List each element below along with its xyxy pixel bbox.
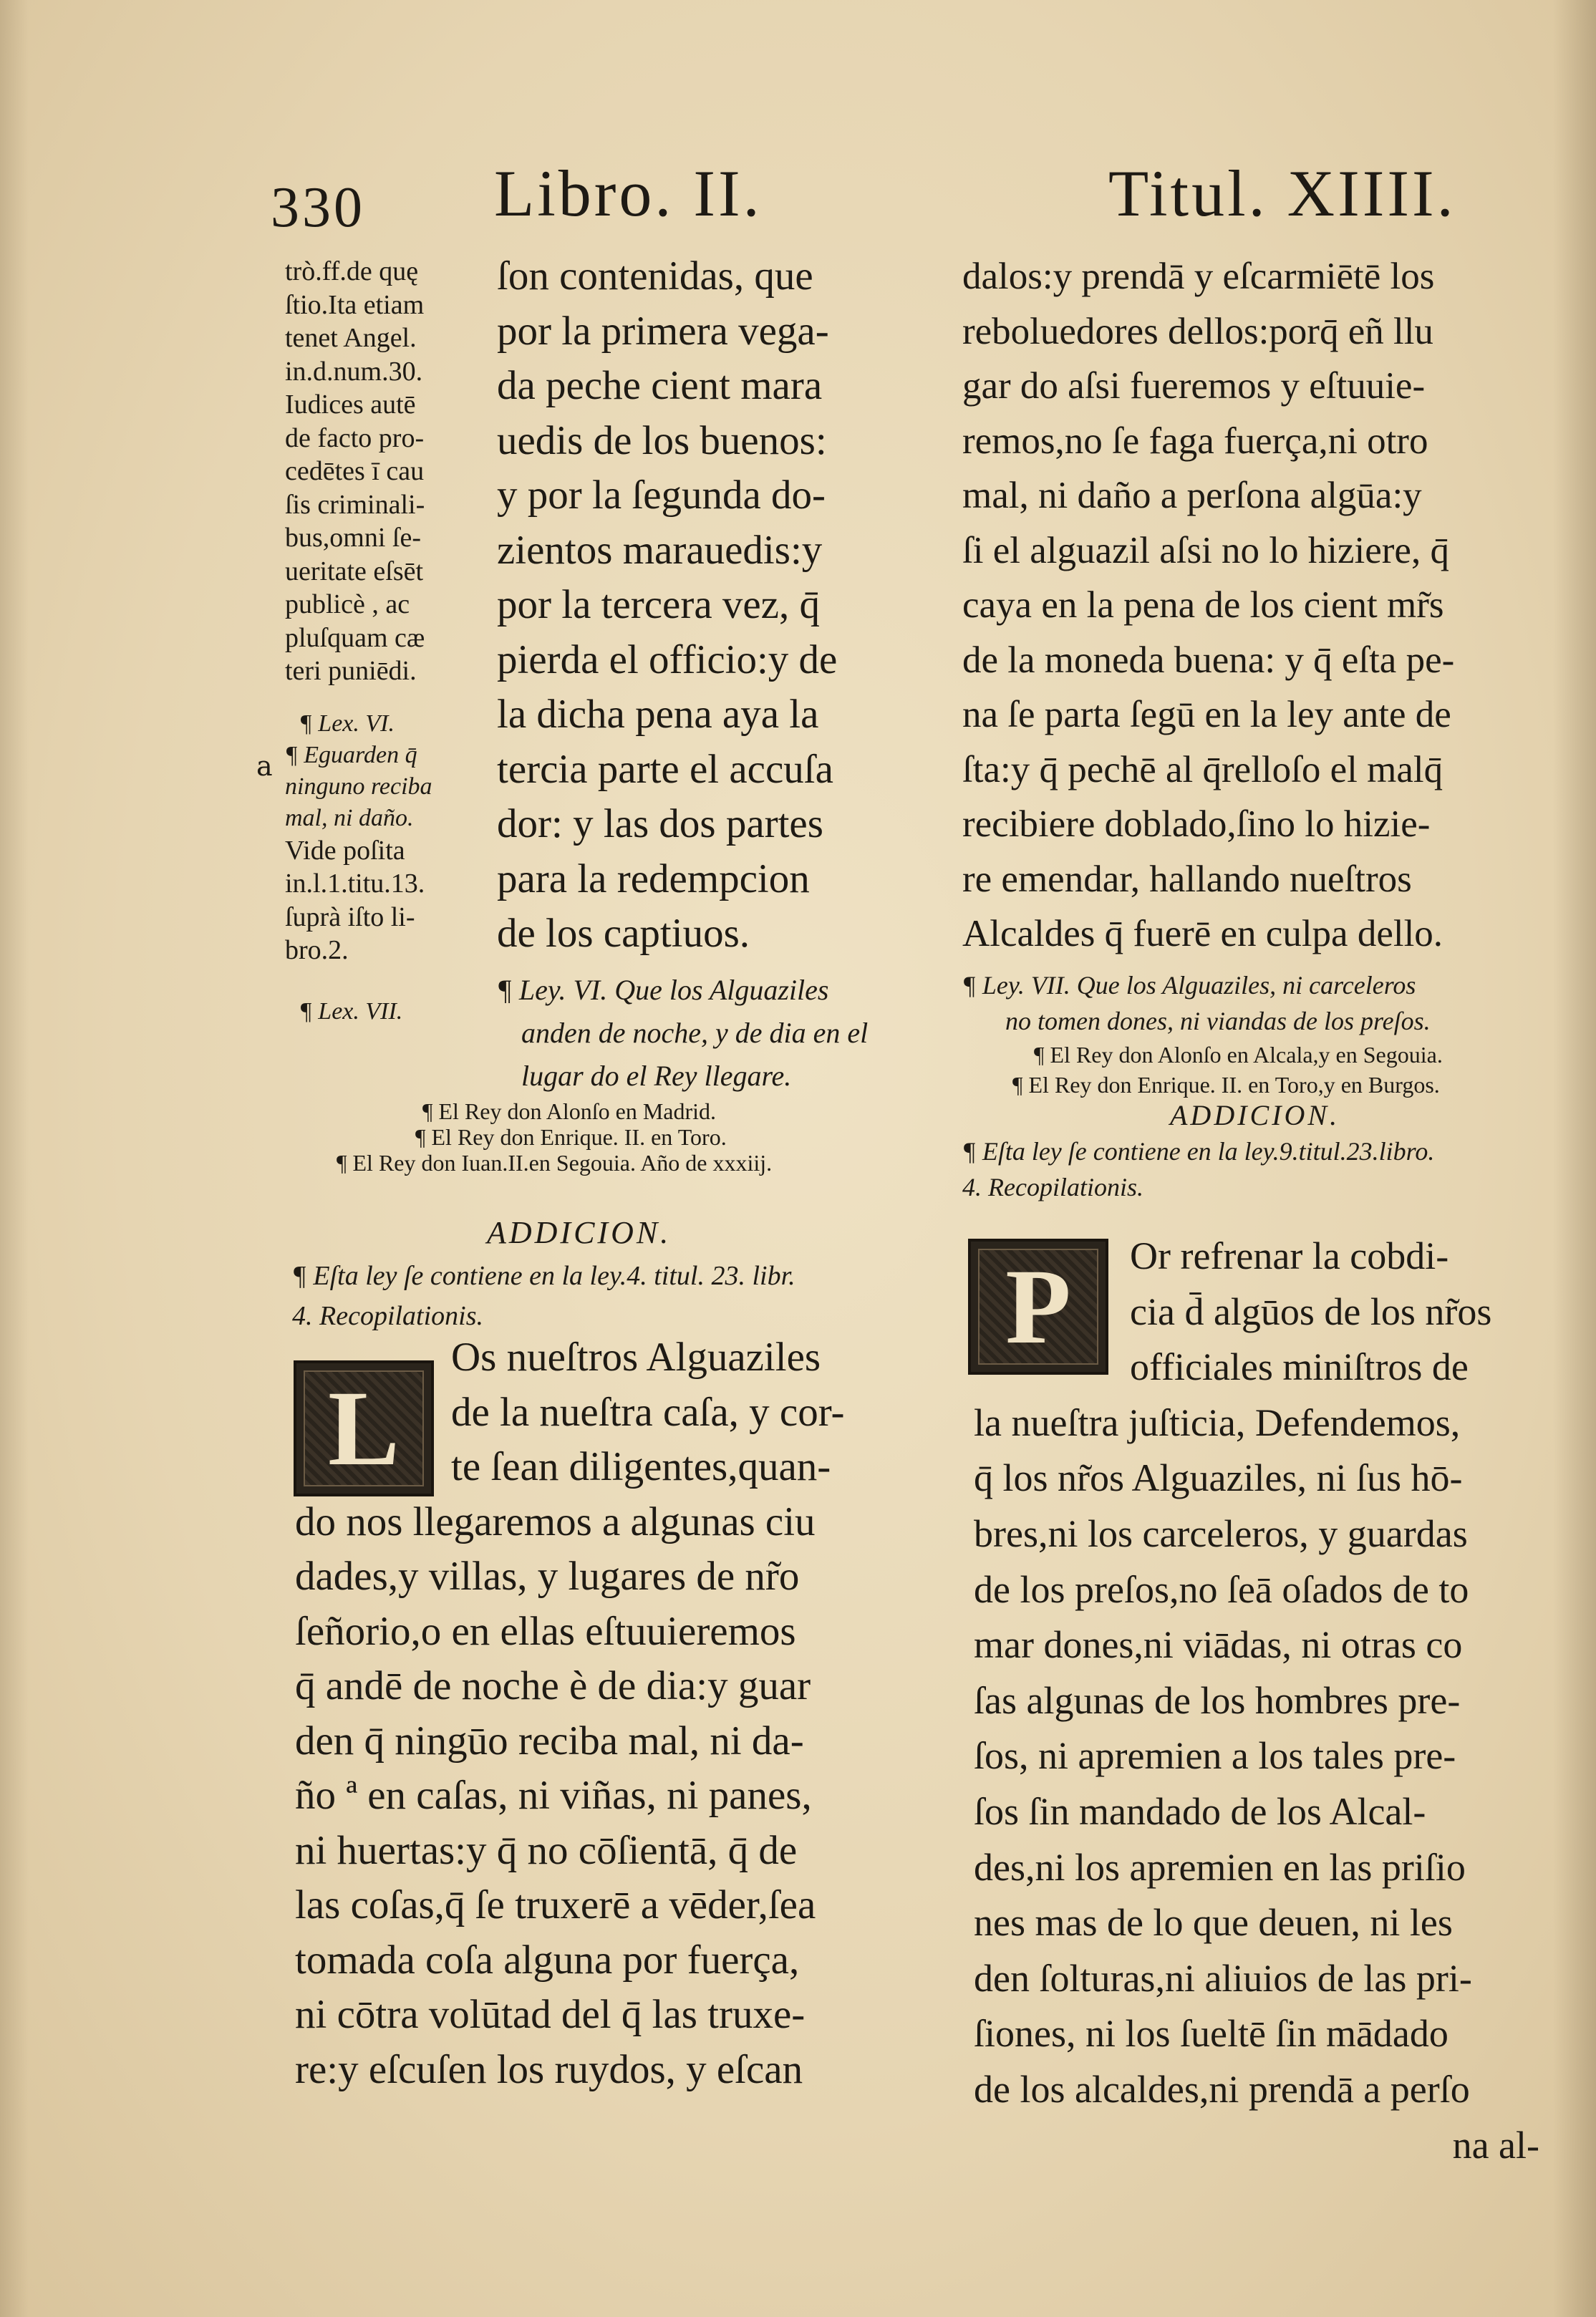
text-line: dades,y villas, y lugares de nr̃o xyxy=(295,1554,800,1599)
initial-letter: P xyxy=(1005,1247,1071,1366)
addicion-note-line: ¶ Eſta ley ſe contiene en la ley.4. titul. 23. libr. xyxy=(292,1261,795,1291)
text-line: gar do aſsi fueremos y eſtuuie- xyxy=(962,365,1426,407)
text-line: las coſas,q̄ ſe truxerē a vēder,ſea xyxy=(295,1882,816,1927)
text-line: remos,no ſe faga fuerça,ni otro xyxy=(962,420,1428,462)
ley-heading: anden de noche, y de dia en el xyxy=(521,1016,869,1049)
text-line: q̄ los nr̃os Alguaziles, ni ſus hō- xyxy=(974,1456,1463,1500)
text-line: de la nueſtra caſa, y cor- xyxy=(451,1389,845,1435)
text-line: Alcaldes q̄ fuerē en culpa dello. xyxy=(962,913,1443,954)
margin-vide-line: ſuprà iſto li- xyxy=(285,901,415,932)
source-line: ¶ El Rey don Enrique. II. en Toro. xyxy=(415,1124,727,1150)
text-line: caya en la pena de los cient mr̃s xyxy=(962,584,1444,626)
text-line: mar dones,ni viādas, ni otras co xyxy=(974,1623,1463,1667)
text-line: officiales miniſtros de xyxy=(1130,1345,1469,1389)
margin-line: teri puniēdi. xyxy=(285,656,417,686)
source-line: ¶ El Rey don Alonſo en Madrid. xyxy=(422,1098,717,1124)
text-line: te ſean diligentes,quan- xyxy=(451,1444,831,1489)
text-line: para la redempcion xyxy=(497,856,810,901)
text-line: nes mas de lo que deuen, ni les xyxy=(974,1901,1453,1945)
text-line: y por la ſegunda do- xyxy=(497,473,826,518)
margin-note-line: mal, ni daño. xyxy=(285,804,414,831)
text-line: reboluedores dellos:porq̄ eñ llu xyxy=(962,310,1433,352)
footnote-marker: a xyxy=(256,750,273,782)
addicion-note-line: 4. Recopilationis. xyxy=(292,1301,484,1331)
text-line: por la primera vega- xyxy=(497,308,829,354)
text-line: de la moneda buena: y q̄ eſta pe- xyxy=(962,639,1455,681)
text-line: la nueſtra juſticia, Defendemos, xyxy=(974,1401,1461,1444)
ley-heading: ¶ Ley. VI. Que los Alguaziles xyxy=(497,973,829,1006)
addicion-note-line: 4. Recopilationis. xyxy=(962,1172,1143,1201)
initial-letter: L xyxy=(327,1369,400,1488)
ley-heading: lugar do el Rey llegare. xyxy=(521,1059,792,1092)
text-line: do nos llegaremos a algunas ciu xyxy=(295,1499,816,1544)
ley-heading: ¶ Ley. VII. Que los Alguaziles, ni carceleros xyxy=(962,970,1416,1000)
source-line: ¶ El Rey don Iuan.II.en Segouia. Año de xxxiij. xyxy=(337,1150,773,1176)
text-line: re emendar, hallando nueſtros xyxy=(962,858,1412,900)
text-line: den q̄ ningūo reciba mal, ni da- xyxy=(295,1718,804,1764)
text-line: recibiere doblado,ſino lo hizie- xyxy=(962,803,1431,845)
text-line: dor: y las dos partes xyxy=(497,801,823,846)
running-head-titul: Titul. XIIII. xyxy=(1108,157,1456,230)
text-line: re:y eſcuſen los ruydos, y eſcan xyxy=(295,2046,803,2092)
source-line: ¶ El Rey don Alonſo en Alcala,y en Segouia. xyxy=(1034,1041,1443,1068)
margin-line: bus,omni ſe- xyxy=(285,523,421,553)
left-body xyxy=(295,1330,925,2097)
text-line: ni huertas:y q̄ no cōſientā, q̄ de xyxy=(295,1827,798,1873)
margin-line: pluſquam cæ xyxy=(285,622,425,653)
addicion-note xyxy=(292,1256,922,1336)
text-line: ſiones, ni los ſueltē ſin mādado xyxy=(974,2012,1449,2056)
page-gutter-shadow xyxy=(0,0,29,2317)
middle-column xyxy=(497,249,927,1098)
margin-note-line: ¶ Eguarden q̄ xyxy=(285,741,417,768)
margin-line: tenet Angel. xyxy=(285,323,417,353)
text-line: cia d̄ algūos de los nr̃os xyxy=(1130,1290,1492,1333)
margin-lex-7: ¶ Lex. VII. xyxy=(299,997,403,1025)
text-line: ni cōtra volūtad del q̄ las truxe- xyxy=(295,1992,806,2037)
text-line: den ſolturas,ni aliuios de las pri- xyxy=(974,1956,1472,2000)
text-line: ſta:y q̄ pechē al q̄relloſo el malq̄ xyxy=(962,748,1443,790)
text-line: da peche cient mara xyxy=(497,363,823,408)
text-line: Or refrenar la cobdi- xyxy=(1130,1234,1449,1277)
text-line: zientos marauedis:y xyxy=(497,527,823,573)
addicion-note-line: ¶ Eſta ley ſe contiene en la ley.9.titul.23.libro. xyxy=(962,1136,1435,1166)
text-line: bres,ni los carceleros, y guardas xyxy=(974,1511,1468,1555)
margin-vide-line: bro.2. xyxy=(285,935,349,965)
margin-note-line: ninguno reciba xyxy=(285,773,432,800)
text-line: ſon contenidas, que xyxy=(497,253,813,299)
text-line: ſos ſin mandado de los Alcal- xyxy=(974,1789,1426,1833)
text-line: de los alcaldes,ni prendā a perſo xyxy=(974,2067,1470,2111)
margin-line: trò.ff.de quę xyxy=(285,256,419,286)
text-line: des,ni los apremien en las priſio xyxy=(974,1845,1466,1889)
text-line: ſas algunas de los hombres pre- xyxy=(974,1678,1461,1722)
page-number: 330 xyxy=(271,176,365,239)
catchword: na al- xyxy=(1452,2123,1539,2167)
text-line: tomada coſa alguna por fuerça, xyxy=(295,1937,800,1983)
text-line: na ſe parta ſegū en la ley ante de xyxy=(962,694,1451,735)
margin-line: cedētes ī cau xyxy=(285,456,425,486)
addicion-heading: ADDICION. xyxy=(487,1215,672,1250)
text-line: tercia parte el accuſa xyxy=(497,746,833,792)
margin-vide-line: in.l.1.titu.13. xyxy=(285,869,425,899)
text-line: de los captiuos. xyxy=(497,911,750,956)
text-line: Os nueſtros Alguaziles xyxy=(451,1335,821,1380)
text-line: uedis de los buenos: xyxy=(497,417,827,463)
text-line: dalos:y prendā y eſcarmiētē los xyxy=(962,256,1435,297)
right-column xyxy=(962,249,1557,1205)
text-line: ſeñorio,o en ellas eſtuuieremos xyxy=(295,1608,796,1654)
ley6-sources xyxy=(337,1098,909,1176)
source-line: ¶ El Rey don Enrique. II. en Toro,y en Burgos. xyxy=(1012,1071,1440,1098)
right-body xyxy=(974,1229,1561,2173)
margin-vide-line: Vide poſita xyxy=(285,835,405,866)
margin-line: in.d.num.30. xyxy=(285,356,423,387)
running-head-libro: Libro. II. xyxy=(494,157,763,230)
text-line: pierda el officio:y de xyxy=(497,637,838,682)
text-line: de los preſos,no ſeā oſados de to xyxy=(974,1567,1469,1611)
margin-line: publicè , ac xyxy=(285,589,410,619)
margin-line: de facto pro- xyxy=(285,422,425,453)
margin-line: ueritate eſsēt xyxy=(285,556,424,586)
text-line: la dicha pena aya la xyxy=(497,692,819,737)
text-line: q̄ andē de noche è de dia:y guar xyxy=(295,1663,811,1708)
margin-line: Iudices autē xyxy=(285,390,416,420)
margin-lex-6: ¶ Lex. VI. xyxy=(299,710,395,737)
margin-glosses xyxy=(285,255,478,1027)
addicion-heading: ADDICION. xyxy=(1170,1098,1340,1131)
text-line: ſos, ni apremien a los tales pre- xyxy=(974,1734,1456,1778)
text-line: ſi el alguazil aſsi no lo hiziere, q̄ xyxy=(962,529,1449,571)
margin-line: ſtio.Ita etiam xyxy=(285,289,425,320)
text-line: mal, ni daño a perſona algūa:y xyxy=(962,475,1422,516)
ley-heading: no tomen dones, ni viandas de los preſos. xyxy=(1005,1006,1431,1035)
margin-line: ſis criminali- xyxy=(285,489,425,520)
text-line: por la tercera vez, q̄ xyxy=(497,582,820,627)
text-line: ño ª en caſas, ni viñas, ni panes, xyxy=(295,1773,812,1818)
